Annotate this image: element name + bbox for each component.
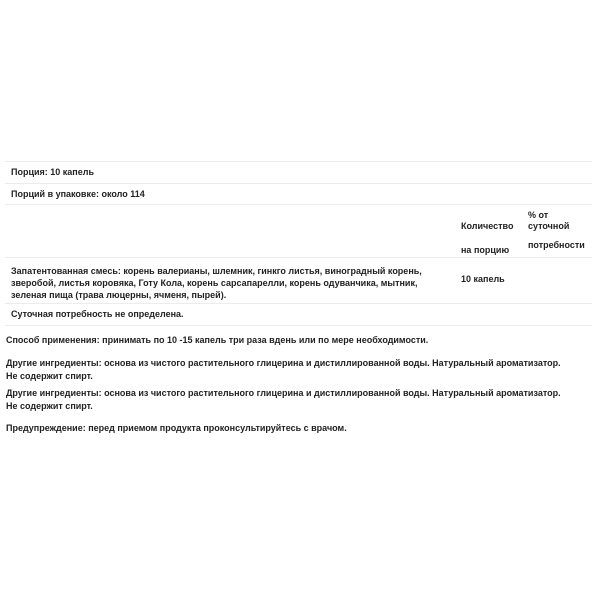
table-header-row <box>5 205 592 257</box>
header-text: % от <box>528 210 549 220</box>
other-ingredients-line: Не содержит спирт. <box>6 401 93 411</box>
servings-per-container: Порций в упаковке: около 114 <box>11 189 145 199</box>
header-text: суточной <box>528 221 570 231</box>
servings-per-container-row <box>5 184 592 204</box>
other-ingredients-line: Другие ингредиенты: основа из чистого растительного глицерина и дистиллированной воды. Натуральный ароматизатор. <box>6 388 561 398</box>
header-text: потребности <box>528 240 585 250</box>
ingredient-name <box>11 265 441 301</box>
header-text: Количество <box>461 221 514 231</box>
divider <box>5 325 592 326</box>
ingredient-line: Запатентованная смесь: корень валерианы, шлемник, гинкго листья, виноградный корень, <box>11 266 422 276</box>
daily-value-header <box>528 210 594 251</box>
directions: Способ применения: принимать по 10 -15 капель три раза вдень или по мере необходимости. <box>6 335 429 345</box>
ingredient-amount: 10 капель <box>461 274 505 284</box>
supplement-facts-table <box>5 161 592 326</box>
other-ingredients-line: Не содержит спирт. <box>6 371 93 381</box>
amount-per-serving-header <box>461 214 521 262</box>
serving-size: Порция: 10 капель <box>11 167 94 177</box>
table-row <box>5 258 592 303</box>
ingredient-line: зеленая пища (трава люцерны, ячменя, пырей). <box>11 290 227 300</box>
daily-value-note-row <box>5 304 592 325</box>
other-ingredients-duplicate <box>6 387 596 413</box>
product-notes <box>6 334 596 435</box>
warning: Предупреждение: перед приемом продукта проконсультируйтесь с врачом. <box>6 423 347 433</box>
serving-size-row <box>5 162 592 183</box>
other-ingredients-line: Другие ингредиенты: основа из чистого растительного глицерина и дистиллированной воды. Натуральный ароматизатор. <box>6 358 561 368</box>
other-ingredients <box>6 357 596 383</box>
ingredient-line: зверобой, листья коровяка, Готу Кола, корень сарсапарелли, корень одуванчика, мытник, <box>11 278 418 288</box>
daily-value-note: Суточная потребность не определена. <box>11 309 184 319</box>
header-text: на порцию <box>461 245 510 255</box>
